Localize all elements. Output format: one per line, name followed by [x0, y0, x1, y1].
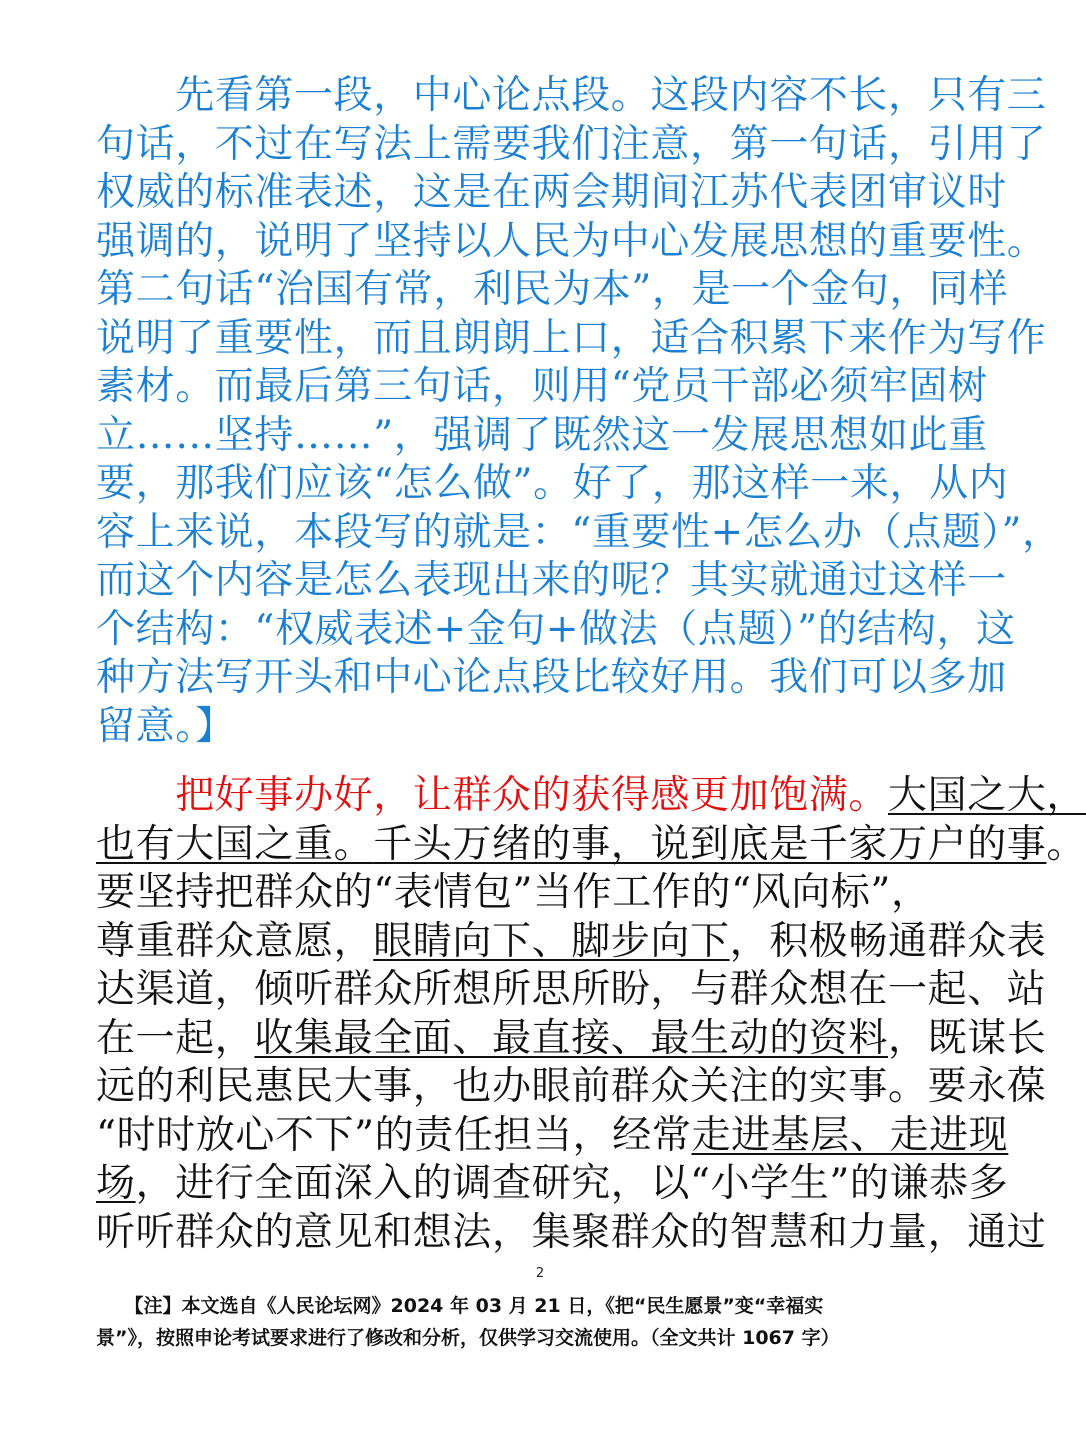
body-text: 在一起， — [96, 1015, 255, 1061]
body-line: 要坚持把群众的“表情包”当作工作的“风向标”， — [96, 870, 931, 915]
indent — [96, 773, 175, 818]
body-line: 听听群众的意见和想法，集聚群众的智慧和力量，通过 — [96, 1209, 1047, 1255]
body-text: ，进行全面深入的调查研究，以“小学生”的谦恭多 — [135, 1161, 1009, 1206]
analysis-line: 容上来说，本段写的就是：“重要性+怎么办（点题）”， — [96, 509, 1062, 555]
analysis-line: 留意。】 — [96, 703, 235, 749]
body-text: “时时放心不下”的责任担当，经常 — [96, 1112, 692, 1158]
body-text: ，既谋长 — [888, 1015, 1047, 1061]
body-line — [96, 1015, 1047, 1064]
underlined-phrase: 眼睛向下、脚步向下 — [373, 918, 730, 964]
underlined-phrase: 也有大国之重。 — [96, 821, 374, 867]
analysis-line: 句话，不过在写法上需要我们注意，第一句话，引用了 — [96, 121, 1047, 167]
body-paragraph — [96, 772, 1086, 1257]
analysis-line: 立……坚持……”，强调了既然这一发展思想如此重 — [96, 412, 988, 458]
analysis-line: 强调的，说明了坚持以人民为中心发展思想的重要性。 — [96, 218, 1047, 264]
body-line — [96, 772, 1086, 821]
underlined-phrase: 大国之大， — [888, 773, 1086, 818]
body-line — [96, 918, 1047, 967]
section-heading: 把好事办好，让群众的获得感更加饱满。 — [175, 773, 889, 818]
body-line: 远的利民惠民大事，也办眼前群众关注的实事。要永葆 — [96, 1064, 1047, 1109]
analysis-line: 素材。而最后第三句话，则用“党员干部必须牢固树 — [96, 364, 988, 409]
body-text: 。 — [1046, 821, 1086, 867]
analysis-line: 第二句话“治国有常，利民为本”，是一个金句，同样 — [96, 267, 1009, 312]
footnote-line: 景”》，按照申论考试要求进行了修改和分析，仅供学习交流使用。（全文共计 1067 字） — [96, 1327, 840, 1349]
page-number: 2 — [535, 1266, 545, 1281]
analysis-line: 种方法写开头和中心论点段比较好用。我们可以多加 — [96, 655, 1007, 700]
analysis-line: 而这个内容是怎么表现出来的呢？其实就通过这样一 — [96, 558, 1007, 603]
body-line — [96, 1112, 1009, 1161]
underlined-phrase: 收集最全面、最直接、最生动的资料 — [254, 1015, 889, 1061]
body-line — [96, 1160, 1009, 1209]
analysis-paragraph — [96, 72, 1062, 751]
underlined-phrase: 千头万绪的事，说到底是千家万户的事 — [373, 821, 1047, 867]
analysis-line: 个结构：“权威表述+金句+做法（点题）”的结构，这 — [96, 606, 1016, 652]
footnote-line: 【注】本文选自《人民论坛网》2024 年 03 月 21 日，《把“民生愿景”变“幸福实 — [96, 1295, 824, 1317]
analysis-line: 要，那我们应该“怎么做”。好了，那这样一来，从内 — [96, 461, 1009, 506]
body-line — [96, 821, 1086, 870]
analysis-line: 权威的标准表述，这是在两会期间江苏代表团审议时 — [96, 170, 1007, 215]
body-text: 尊重群众意愿， — [96, 918, 374, 964]
analysis-line: 先看第一段，中心论点段。这段内容不长，只有三 — [96, 73, 1047, 118]
body-text: ，积极畅通群众表 — [729, 918, 1047, 964]
underlined-phrase: 走进基层、走进现 — [691, 1112, 1009, 1158]
body-line: 达渠道，倾听群众所想所思所盼，与群众想在一起、站 — [96, 967, 1047, 1012]
footnote — [96, 1290, 996, 1354]
analysis-line: 说明了重要性，而且朗朗上口，适合积累下来作为写作 — [96, 315, 1047, 361]
underlined-phrase: 场 — [96, 1161, 136, 1206]
